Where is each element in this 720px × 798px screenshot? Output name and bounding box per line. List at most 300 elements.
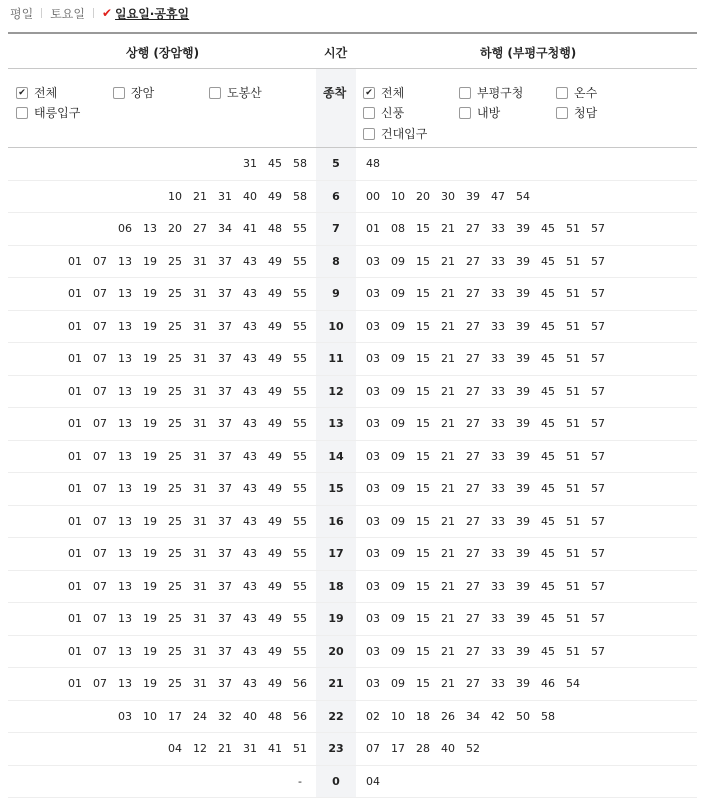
time-column-shade [316,69,356,147]
timetable-row [8,343,697,376]
up-minute: 43 [243,385,257,398]
timetable-row [8,213,697,246]
up-departure-minutes [68,636,307,667]
down-minute: 39 [516,287,530,300]
timetable-row [8,538,697,571]
down-minute: 15 [416,645,430,658]
down-minute: 33 [491,547,505,560]
down-minute: 27 [466,645,480,658]
down-minute: 33 [491,320,505,333]
up-minute: 37 [218,287,232,300]
down-minute: 51 [566,580,580,593]
checkbox-icon[interactable] [459,107,471,119]
hour-cell: 8 [316,246,356,277]
up-minute: 41 [243,222,257,235]
hour-cell: 12 [316,376,356,407]
filter-label: 장암 [131,84,154,101]
up-minute: 31 [193,612,207,625]
up-departure-minutes [68,343,307,374]
filter-label: 청담 [574,104,597,121]
up-departure-minutes [68,441,307,472]
up-minute: 55 [293,417,307,430]
down-minute: 39 [516,482,530,495]
down-minute: 03 [366,612,380,625]
down-minute: 18 [416,710,430,723]
tab-weekday[interactable]: 평일 [10,5,33,22]
up-minute: 13 [118,417,132,430]
filter-down-naebang[interactable] [459,104,500,121]
down-minute: 27 [466,287,480,300]
down-minute: 21 [441,287,455,300]
up-minute: 45 [268,157,282,170]
hour-cell: 21 [316,668,356,699]
down-departure-minutes [366,571,605,602]
up-minute: 01 [68,515,82,528]
down-minute: 52 [466,742,480,755]
up-minute: 25 [168,580,182,593]
checkbox-icon[interactable]: ✔ [363,87,375,99]
down-minute: 57 [591,385,605,398]
down-minute: 26 [441,710,455,723]
up-minute: 13 [118,352,132,365]
down-minute: 21 [441,677,455,690]
up-minute: 01 [68,450,82,463]
checkbox-icon[interactable] [459,87,471,99]
filter-down-kondae[interactable] [363,125,427,142]
up-minute: 40 [243,190,257,203]
up-minute: 31 [193,580,207,593]
up-minute: 01 [68,320,82,333]
up-minute: 37 [218,580,232,593]
up-minute: 07 [93,515,107,528]
down-minute: 20 [416,190,430,203]
down-minute: 57 [591,547,605,560]
down-minute: 45 [541,255,555,268]
down-minute: 57 [591,482,605,495]
up-minute: 21 [193,190,207,203]
down-minute: 27 [466,515,480,528]
down-departure-minutes [366,636,605,667]
up-minute: 43 [243,580,257,593]
up-minute: 49 [268,352,282,365]
up-minute: 07 [93,255,107,268]
filter-down-cheongdam[interactable] [556,104,597,121]
up-minute: 07 [93,320,107,333]
hour-cell: 5 [316,148,356,179]
down-minute: 03 [366,677,380,690]
up-minute: 07 [93,417,107,430]
timetable-row [8,603,697,636]
down-minute: 39 [516,417,530,430]
down-minute: 27 [466,320,480,333]
down-minute: 21 [441,417,455,430]
down-minute: 39 [516,515,530,528]
day-type-tabs [10,4,189,22]
up-minute: 19 [143,352,157,365]
up-minute: 19 [143,450,157,463]
timetable-row [8,408,697,441]
down-minute: 09 [391,352,405,365]
down-minute: 08 [391,222,405,235]
up-minute: 03 [118,710,132,723]
up-minute: 19 [143,417,157,430]
down-minute: 15 [416,320,430,333]
down-minute: 51 [566,547,580,560]
down-minute: 03 [366,450,380,463]
up-minute: 01 [68,255,82,268]
down-minute: 03 [366,482,380,495]
timetable-row [8,278,697,311]
filter-down-all[interactable] [363,84,404,101]
up-minute: 37 [218,547,232,560]
down-minute: 51 [566,417,580,430]
up-minute: 25 [168,385,182,398]
up-minute: 40 [243,710,257,723]
up-minute: 49 [268,645,282,658]
up-minute: 58 [293,157,307,170]
down-minute: 51 [566,645,580,658]
up-minute: 01 [68,580,82,593]
down-minute: 45 [541,645,555,658]
up-minute: 13 [118,677,132,690]
down-minute: 34 [466,710,480,723]
up-minute: 43 [243,352,257,365]
down-direction-header: 하행 (부평구청행) [480,44,576,61]
up-minute: 25 [168,287,182,300]
down-minute: 09 [391,385,405,398]
hour-cell: 19 [316,603,356,634]
down-minute: 33 [491,222,505,235]
down-minute: 39 [516,450,530,463]
timetable-row [8,571,697,604]
down-minute: 57 [591,255,605,268]
tab-saturday[interactable]: 토요일 [50,5,85,22]
up-minute: 31 [243,157,257,170]
up-minute: 49 [268,417,282,430]
down-departure-minutes [366,213,605,244]
up-minute: 31 [193,287,207,300]
up-departure-minutes [243,148,307,179]
filter-label: 도봉산 [227,84,262,101]
down-minute: 50 [516,710,530,723]
hour-cell: 15 [316,473,356,504]
down-departure-minutes [366,311,605,342]
up-departure-minutes [68,376,307,407]
down-minute: 21 [441,645,455,658]
up-minute: 19 [143,547,157,560]
down-minute: 57 [591,417,605,430]
up-minute: 19 [143,645,157,658]
down-minute: 02 [366,710,380,723]
down-minute: 33 [491,417,505,430]
up-minute: - [293,775,307,788]
up-minute: 07 [93,482,107,495]
timetable-row [8,148,697,181]
tab-divider [93,8,94,18]
down-minute: 39 [516,222,530,235]
down-minute: 27 [466,385,480,398]
up-departure-minutes [68,668,307,699]
down-minute: 33 [491,385,505,398]
down-minute: 15 [416,287,430,300]
hour-cell: 14 [316,441,356,472]
up-minute: 07 [93,352,107,365]
down-minute: 45 [541,352,555,365]
up-minute: 37 [218,645,232,658]
timetable-row [8,441,697,474]
down-minute: 39 [516,385,530,398]
filter-up-taereung[interactable] [16,104,80,121]
checkbox-icon[interactable]: ✔ [16,87,28,99]
up-minute: 43 [243,255,257,268]
up-minute: 13 [118,515,132,528]
checkbox-icon[interactable] [363,107,375,119]
up-minute: 58 [293,190,307,203]
filter-down-bupyeong[interactable] [459,84,523,101]
down-minute: 21 [441,515,455,528]
down-minute: 45 [541,417,555,430]
up-minute: 56 [293,677,307,690]
down-departure-minutes [366,733,480,764]
down-minute: 03 [366,352,380,365]
checkbox-icon[interactable] [16,107,28,119]
tab-sunday-holiday[interactable]: 일요일·공휴일 [115,5,189,22]
filter-label: 온수 [574,84,597,101]
down-minute: 30 [441,190,455,203]
down-minute: 51 [566,320,580,333]
down-minute: 15 [416,222,430,235]
checkbox-icon[interactable] [209,87,221,99]
down-minute: 58 [541,710,555,723]
up-minute: 49 [268,190,282,203]
down-minute: 21 [441,547,455,560]
up-minute: 48 [268,710,282,723]
down-minute: 21 [441,255,455,268]
down-minute: 21 [441,320,455,333]
up-minute: 31 [193,450,207,463]
up-minute: 01 [68,482,82,495]
down-minute: 54 [566,677,580,690]
down-minute: 03 [366,645,380,658]
checkmark-icon: ✔ [102,6,112,20]
down-minute: 51 [566,450,580,463]
up-minute: 32 [218,710,232,723]
down-minute: 45 [541,450,555,463]
up-minute: 49 [268,612,282,625]
down-minute: 45 [541,515,555,528]
down-minute: 45 [541,385,555,398]
hour-cell: 23 [316,733,356,764]
checkbox-icon[interactable] [556,87,568,99]
checkbox-icon[interactable] [113,87,125,99]
up-minute: 19 [143,287,157,300]
up-minute: 43 [243,677,257,690]
down-minute: 27 [466,677,480,690]
down-minute: 45 [541,547,555,560]
up-minute: 48 [268,222,282,235]
down-minute: 39 [516,255,530,268]
hour-cell: 7 [316,213,356,244]
down-minute: 27 [466,450,480,463]
up-minute: 49 [268,385,282,398]
down-minute: 15 [416,547,430,560]
up-minute: 07 [93,547,107,560]
up-minute: 07 [93,580,107,593]
down-minute: 03 [366,580,380,593]
up-departure-minutes [68,506,307,537]
up-minute: 01 [68,352,82,365]
down-minute: 45 [541,287,555,300]
up-minute: 24 [193,710,207,723]
filter-label: 내방 [477,104,500,121]
up-minute: 43 [243,612,257,625]
up-minute: 21 [218,742,232,755]
filter-down-onsu[interactable] [556,84,597,101]
up-minute: 13 [118,320,132,333]
checkbox-icon[interactable] [363,128,375,140]
up-minute: 13 [118,482,132,495]
down-minute: 15 [416,677,430,690]
hour-cell: 13 [316,408,356,439]
up-minute: 31 [193,547,207,560]
up-minute: 43 [243,287,257,300]
up-minute: 04 [168,742,182,755]
up-minute: 37 [218,677,232,690]
down-minute: 10 [391,190,405,203]
down-minute: 57 [591,222,605,235]
up-minute: 37 [218,385,232,398]
up-minute: 55 [293,450,307,463]
down-minute: 21 [441,222,455,235]
down-minute: 33 [491,515,505,528]
up-departure-minutes [68,408,307,439]
down-minute: 51 [566,515,580,528]
down-minute: 33 [491,352,505,365]
timetable-row [8,311,697,344]
down-minute: 46 [541,677,555,690]
up-minute: 13 [118,645,132,658]
down-departure-minutes [366,766,380,797]
filter-down-sinpung[interactable] [363,104,404,121]
up-minute: 43 [243,547,257,560]
down-minute: 45 [541,612,555,625]
down-departure-minutes [366,148,380,179]
up-minute: 07 [93,385,107,398]
up-minute: 55 [293,385,307,398]
down-minute: 39 [516,320,530,333]
up-minute: 55 [293,222,307,235]
down-minute: 28 [416,742,430,755]
down-minute: 51 [566,352,580,365]
down-minute: 09 [391,515,405,528]
up-minute: 55 [293,515,307,528]
down-minute: 40 [441,742,455,755]
up-minute: 10 [143,710,157,723]
down-minute: 03 [366,287,380,300]
up-minute: 37 [218,352,232,365]
up-minute: 31 [193,385,207,398]
checkbox-icon[interactable] [556,107,568,119]
hour-cell: 22 [316,701,356,732]
up-minute: 34 [218,222,232,235]
down-minute: 57 [591,352,605,365]
down-minute: 45 [541,320,555,333]
up-departure-minutes [68,473,307,504]
up-minute: 55 [293,255,307,268]
down-minute: 00 [366,190,380,203]
up-minute: 31 [193,645,207,658]
timetable-row [8,506,697,539]
down-departure-minutes [366,538,605,569]
down-minute: 21 [441,580,455,593]
time-column-header: 시간 [324,44,347,61]
down-minute: 51 [566,287,580,300]
up-minute: 01 [68,547,82,560]
terminal-label: 종착 [323,84,346,101]
down-minute: 21 [441,482,455,495]
hour-cell: 10 [316,311,356,342]
down-minute: 42 [491,710,505,723]
timetable-row [8,701,697,734]
timetable-row [8,733,697,766]
down-minute: 51 [566,222,580,235]
down-minute: 57 [591,320,605,333]
up-minute: 12 [193,742,207,755]
up-minute: 20 [168,222,182,235]
up-minute: 19 [143,515,157,528]
up-minute: 13 [118,580,132,593]
up-departure-minutes [168,181,307,212]
filter-label: 전체 [381,84,404,101]
up-minute: 13 [118,385,132,398]
down-minute: 09 [391,482,405,495]
down-departure-minutes [366,376,605,407]
down-minute: 51 [566,612,580,625]
up-minute: 19 [143,255,157,268]
down-minute: 33 [491,645,505,658]
down-minute: 21 [441,352,455,365]
filter-label: 전체 [34,84,57,101]
up-minute: 25 [168,482,182,495]
up-minute: 25 [168,320,182,333]
down-minute: 51 [566,385,580,398]
up-minute: 19 [143,320,157,333]
up-minute: 55 [293,580,307,593]
filter-label: 건대입구 [381,125,427,142]
down-minute: 54 [516,190,530,203]
timetable-row [8,473,697,506]
down-minute: 57 [591,450,605,463]
down-minute: 21 [441,450,455,463]
up-minute: 37 [218,515,232,528]
up-minute: 01 [68,385,82,398]
filter-up-dobongsan[interactable] [209,84,262,101]
hour-cell: 0 [316,766,356,797]
up-minute: 37 [218,482,232,495]
down-minute: 09 [391,255,405,268]
down-minute: 39 [516,612,530,625]
up-minute: 43 [243,515,257,528]
filter-up-all[interactable] [16,84,57,101]
filter-up-jangam[interactable] [113,84,154,101]
up-minute: 49 [268,547,282,560]
hour-cell: 11 [316,343,356,374]
down-departure-minutes [366,246,605,277]
up-minute: 25 [168,645,182,658]
up-minute: 31 [193,515,207,528]
down-minute: 15 [416,580,430,593]
up-minute: 19 [143,580,157,593]
